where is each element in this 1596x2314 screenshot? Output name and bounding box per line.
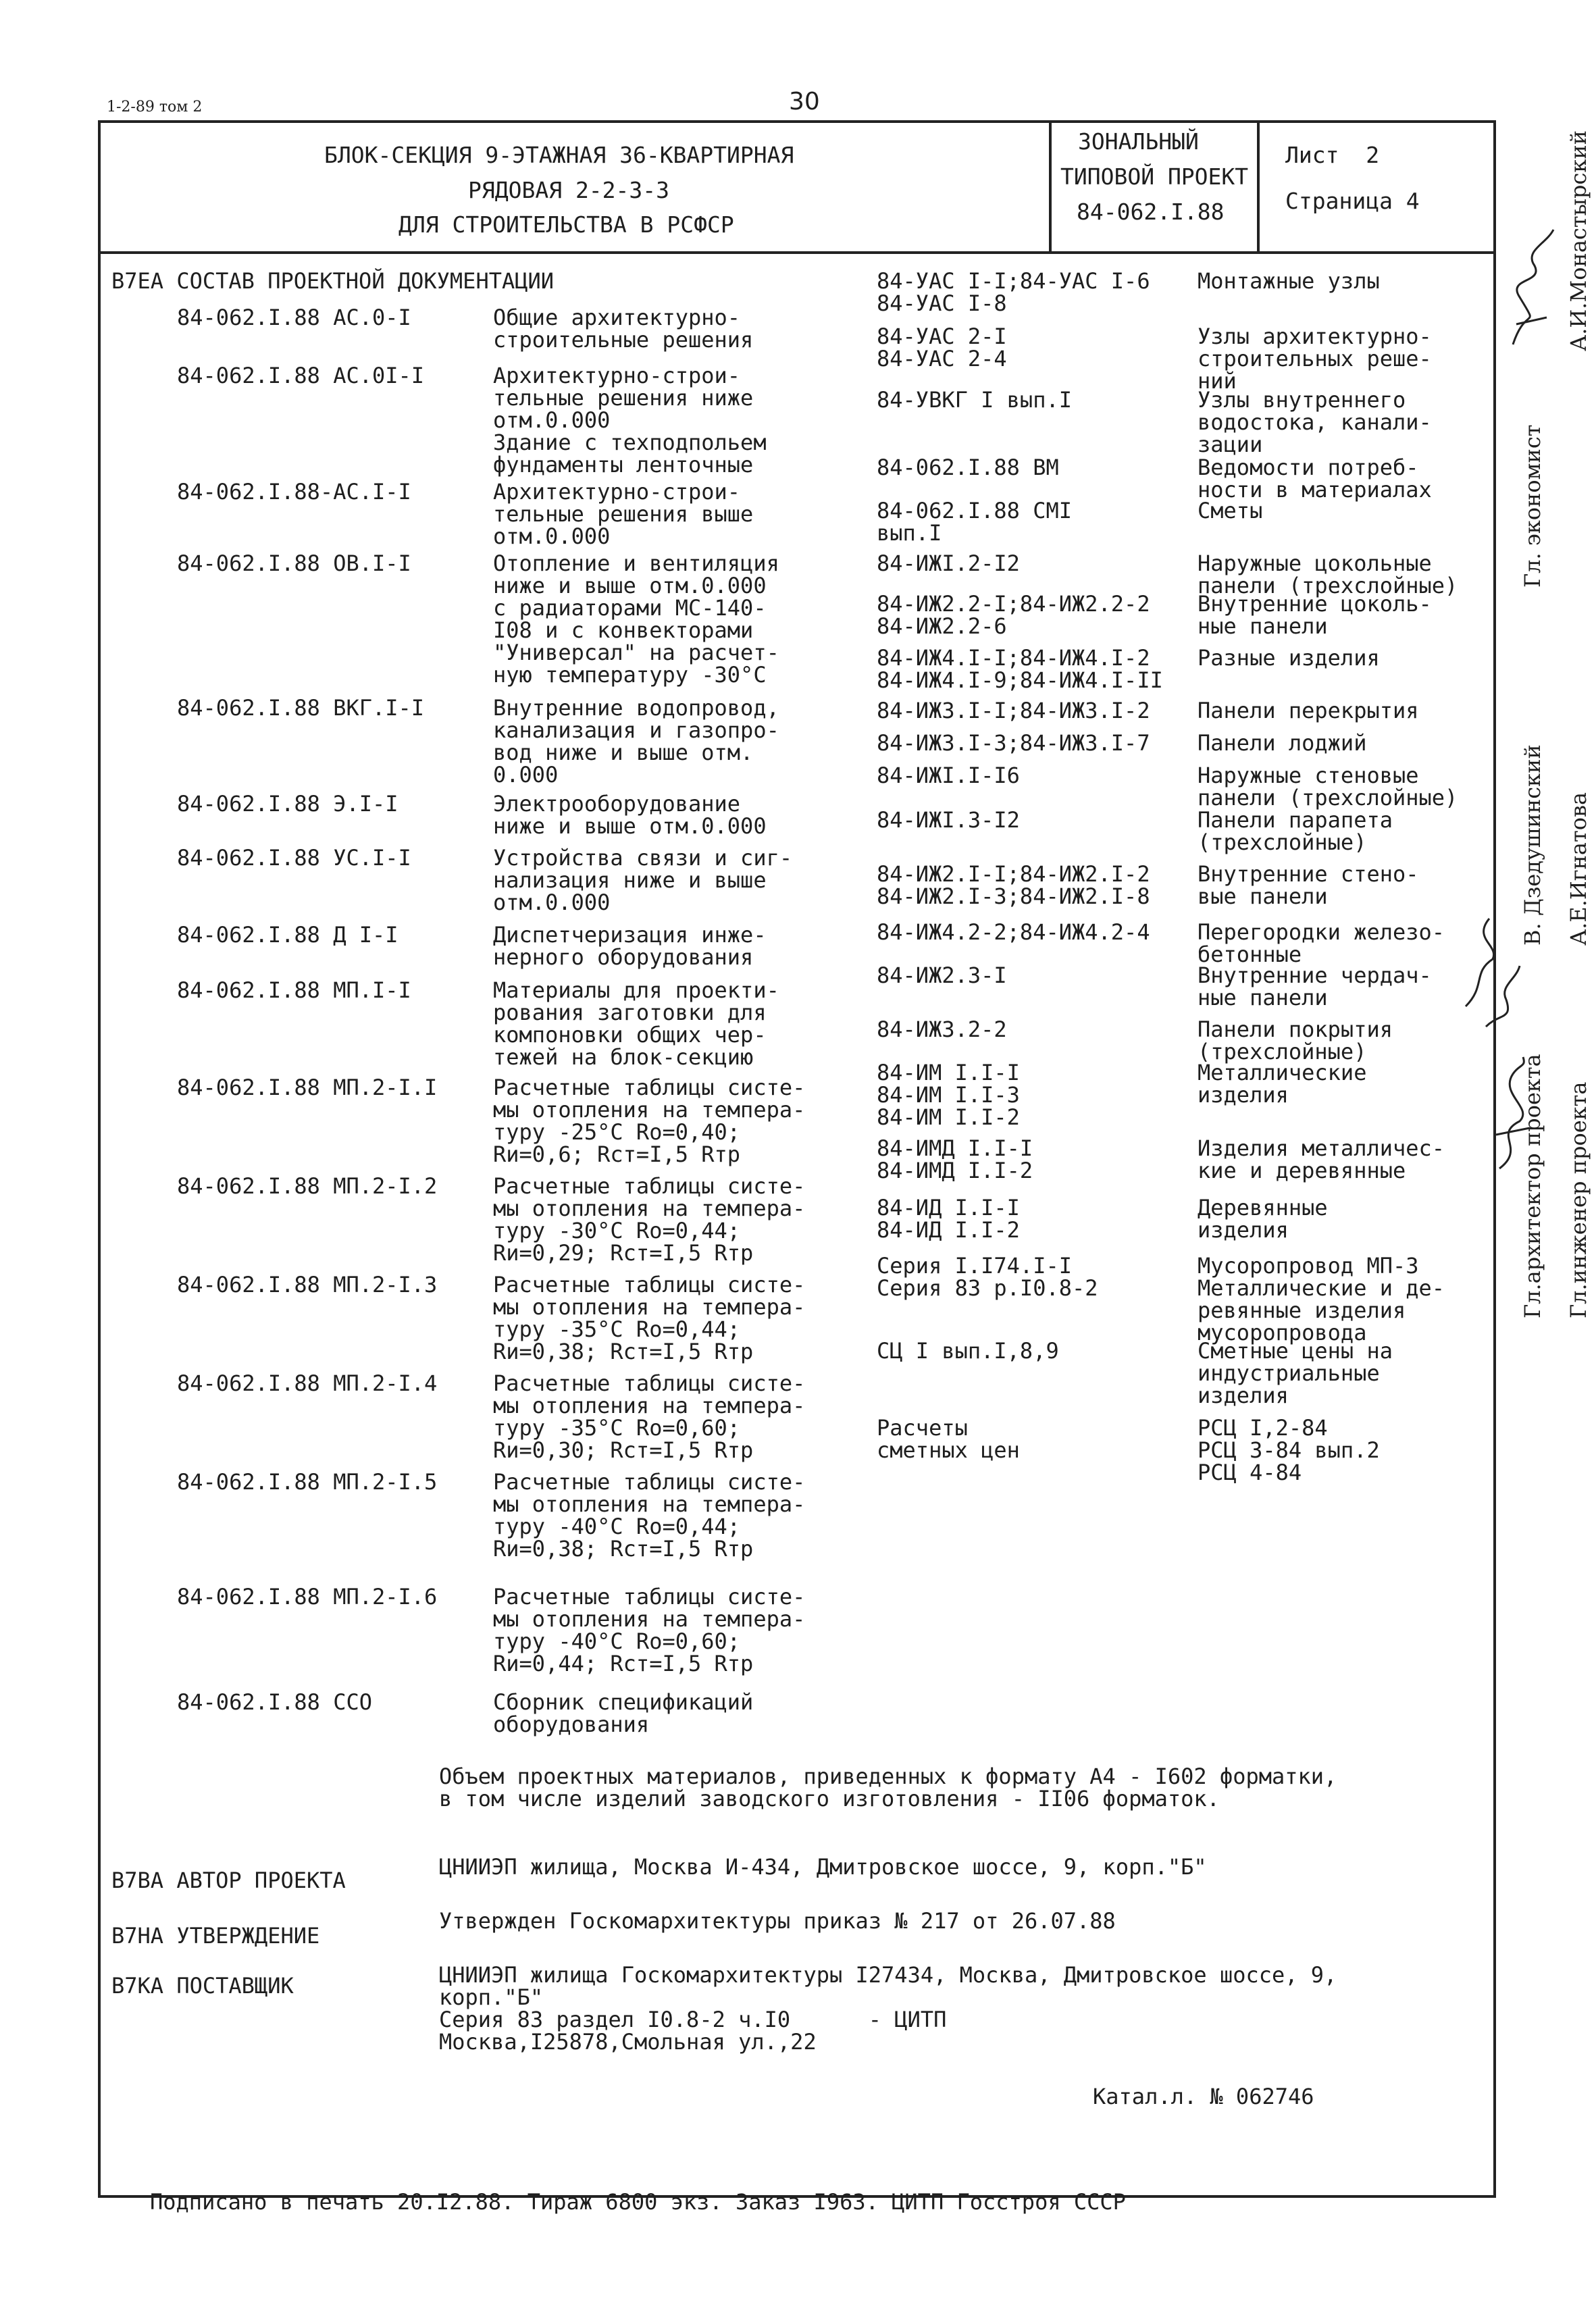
doc-code: СЦ I вып.I,8,9 bbox=[877, 1338, 1059, 1364]
doc-code: 84-ИЖ3.I-3;84-ИЖ3.I-7 bbox=[877, 730, 1150, 756]
doc-description: Расчетные таблицы систе- мы отопления на темпера- туру -25°С Rо=0,40; Rи=0,6; Rст=I,5 Rтр bbox=[493, 1075, 806, 1167]
doc-description: Панели парапета (трехслойные) bbox=[1198, 807, 1393, 855]
author-value: ЦНИИЭП жилища, Москва И-434, Дмитровское шоссе, 9, корп."Б" bbox=[439, 1854, 1207, 1880]
doc-description: Панели перекрытия bbox=[1198, 698, 1419, 723]
signature-icon bbox=[1486, 1054, 1540, 1175]
doc-code: 84-ИД I.I-I 84-ИД I.I-2 bbox=[877, 1195, 1020, 1243]
header-divider bbox=[98, 251, 1496, 254]
doc-description: Расчетные таблицы систе- мы отопления на темпера- туру -30°С Rо=0,44; Rи=0,29; Rст=I,5 Rтр bbox=[493, 1173, 806, 1266]
doc-description: Монтажные узлы bbox=[1198, 268, 1380, 294]
doc-description: Сметные цены на индустриальные изделия bbox=[1198, 1338, 1393, 1408]
ignatova-label: А.Е.Игнатова bbox=[1566, 792, 1591, 946]
section-composition-heading: В7ЕА СОСТАВ ПРОЕКТНОЙ ДОКУМЕНТАЦИИ bbox=[111, 268, 555, 294]
architect-label: Гл.архитектор проекта bbox=[1520, 1054, 1545, 1318]
doc-description: Диспетчеризация инже- нерного оборудования bbox=[493, 922, 767, 970]
doc-code: 84-ИЖI.2-I2 bbox=[877, 550, 1020, 576]
doc-description: Наружные цокольные панели (трехслойные) bbox=[1198, 550, 1458, 598]
catalog-number: Катал.л. № 062746 bbox=[1093, 2084, 1314, 2109]
doc-description: Узлы внутреннего водостока, канали- зации bbox=[1198, 387, 1432, 457]
doc-code: 84-062.I.88 МП.2-I.6 bbox=[177, 1584, 438, 1610]
doc-description: Расчетные таблицы систе- мы отопления на темпера- туру -40°С Rо=0,44; Rи=0,38; Rст=I,5 Rтр bbox=[493, 1469, 806, 1562]
doc-description: Электрооборудование ниже и выше отм.0.000 bbox=[493, 791, 767, 839]
doc-code: 84-ИЖ4.I-I;84-ИЖ4.I-2 84-ИЖ4.I-9;84-ИЖ4.I-II bbox=[877, 645, 1163, 693]
doc-description: Отопление и вентиляция ниже и выше отм.0.000 с радиаторами МС-140- I08 и с конвекторами "Универсал" на расчет- ную температуру -30°С bbox=[493, 550, 779, 688]
doc-description: Расчетные таблицы систе- мы отопления на темпера- туру -35°С Rо=0,44; Rи=0,38; Rст=I,5 Rтр bbox=[493, 1272, 806, 1364]
doc-code: 84-ИЖ4.2-2;84-ИЖ4.2-4 bbox=[877, 919, 1150, 945]
monastyrsky-label: А.И.Монастырский bbox=[1566, 130, 1591, 351]
doc-description: Внутренние цоколь- ные панели bbox=[1198, 591, 1432, 639]
doc-code: 84-062.I.88 ОВ.I-I bbox=[177, 550, 411, 576]
author-label: В7ВА АВТОР ПРОЕКТА bbox=[111, 1868, 346, 1893]
project-line-2: ТИПОВОЙ ПРОЕКТ bbox=[1060, 163, 1249, 190]
doc-code: 84-062.I.88-АС.I-I bbox=[177, 479, 411, 505]
doc-code: 84-062.I.88 МП.2-I.2 bbox=[177, 1173, 438, 1199]
dzedushinsky-label: В. Дзедушинский bbox=[1520, 744, 1545, 946]
doc-code: 84-062.I.88 МП.2-I.4 bbox=[177, 1370, 438, 1396]
doc-code: 84-ИЖI.I-I6 bbox=[877, 763, 1020, 788]
doc-code: 84-ИЖ3.I-I;84-ИЖ3.I-2 bbox=[877, 698, 1150, 723]
doc-code: 84-062.I.88 Э.I-I bbox=[177, 791, 398, 817]
project-line-1: ЗОНАЛЬНЫЙ bbox=[1078, 128, 1199, 155]
doc-description: Ведомости потреб- ности в материалах bbox=[1198, 455, 1432, 503]
doc-code: 84-062.I.88 ВКГ.I-I bbox=[177, 695, 425, 721]
doc-description: Изделия металличес- кие и деревянные bbox=[1198, 1135, 1445, 1183]
volume-note: 1-2-89 том 2 bbox=[107, 99, 203, 115]
doc-code: 84-062.I.88 МП.I-I bbox=[177, 977, 411, 1003]
approval-label: В7НА УТВЕРЖДЕНИЕ bbox=[111, 1923, 320, 1949]
doc-description: Расчетные таблицы систе- мы отопления на темпера- туру -35°С Rо=0,60; Rи=0,30; Rст=I,5 Rтр bbox=[493, 1370, 806, 1463]
header-divider-right bbox=[1257, 120, 1260, 253]
doc-code: 84-062.I.88 ВМ bbox=[877, 455, 1059, 480]
doc-description: Перегородки железо- бетонные bbox=[1198, 919, 1445, 967]
doc-description: Общие архитектурно- строительные решения bbox=[493, 305, 754, 353]
doc-code: Серия I.I74.I-I Серия 83 р.I0.8-2 bbox=[877, 1253, 1098, 1301]
doc-description: Деревянные изделия bbox=[1198, 1195, 1328, 1243]
doc-code: 84-062.I.88 МП.2-I.I bbox=[177, 1075, 438, 1100]
doc-description: Расчетные таблицы систе- мы отопления на темпера- туру -40°С Rо=0,60; Rи=0,44; Rст=I,5 Rтр bbox=[493, 1584, 806, 1676]
doc-code: 84-062.I.88 Д I-I bbox=[177, 922, 398, 948]
signature-icon bbox=[1479, 959, 1526, 1033]
doc-code: 84-062.I.88 УС.I-I bbox=[177, 845, 411, 871]
engineer-label: Гл.инженер проекта bbox=[1566, 1081, 1591, 1318]
doc-code: 84-УАС I-I;84-УАС I-6 84-УАС I-8 bbox=[877, 268, 1150, 316]
title-line-3: ДЛЯ СТРОИТЕЛЬСТВА В РСФСР bbox=[398, 211, 734, 238]
doc-description: РСЦ I,2-84 РСЦ 3-84 вып.2 РСЦ 4-84 bbox=[1198, 1415, 1380, 1485]
doc-description: Сметы bbox=[1198, 498, 1263, 523]
doc-code: 84-062.I.88 ССО bbox=[177, 1689, 372, 1715]
doc-description: Внутренние водопровод, канализация и газопро- вод ниже и выше отм. 0.000 bbox=[493, 695, 779, 788]
doc-description: Внутренние стено- вые панели bbox=[1198, 861, 1419, 909]
doc-code: 84-062.I.88 АС.0I-I bbox=[177, 363, 425, 388]
doc-code: 84-ИЖ2.2-I;84-ИЖ2.2-2 84-ИЖ2.2-6 bbox=[877, 591, 1150, 639]
page-number: 30 bbox=[789, 88, 820, 115]
supplier-label: В7КА ПОСТАВЩИК bbox=[111, 1973, 294, 1999]
doc-description: Панели лоджий bbox=[1198, 730, 1367, 756]
doc-code: 84-ИЖI.3-I2 bbox=[877, 807, 1020, 833]
doc-code: 84-062.I.88 СМI вып.I bbox=[877, 498, 1072, 546]
doc-description: Узлы архитектурно- строительных реше- ний bbox=[1198, 324, 1432, 394]
supplier-value: ЦНИИЭП жилища Госкомархитектуры I27434, Москва, Дмитровское шоссе, 9, корп."Б" Серия 83 раздел I0.8-2 ч.I0 - ЦИТП Москва,I25878,Смольная ул.,22 bbox=[439, 1962, 1337, 2055]
doc-code: 84-УВКГ I вып.I bbox=[877, 387, 1072, 413]
doc-code: 84-ИМ I.I-I 84-ИМ I.I-3 84-ИМ I.I-2 bbox=[877, 1060, 1020, 1130]
doc-code: 84-062.I.88 АС.0-I bbox=[177, 305, 411, 330]
doc-description: Материалы для проекти- рования заготовки для компоновки общих чер- тежей на блок-секцию bbox=[493, 977, 779, 1070]
doc-description: Панели покрытия (трехслойные) bbox=[1198, 1017, 1393, 1064]
title-line-2: РЯДОВАЯ 2-2-3-3 bbox=[468, 177, 670, 203]
approval-value: Утвержден Госкомархитектуры приказ № 217 от 26.07.88 bbox=[439, 1908, 1116, 1934]
page-label: Страница 4 bbox=[1285, 188, 1420, 214]
doc-description: Металлические изделия bbox=[1198, 1060, 1367, 1108]
sheet-label: Лист 2 bbox=[1285, 142, 1380, 168]
doc-description: Архитектурно-строи- тельные решения выше отм.0.000 bbox=[493, 479, 754, 549]
doc-description: Мусоропровод МП-3 Металлические и де- ревянные изделия мусоропровода bbox=[1198, 1253, 1445, 1345]
doc-code: Расчеты сметных цен bbox=[877, 1415, 1020, 1463]
economist-label: Гл. экономист bbox=[1520, 424, 1545, 588]
doc-code: 84-УАС 2-I 84-УАС 2-4 bbox=[877, 324, 1007, 371]
doc-description: Наружные стеновые панели (трехслойные) bbox=[1198, 763, 1458, 811]
doc-code: 84-ИЖ2.3-I bbox=[877, 962, 1007, 988]
doc-code: 84-ИЖ3.2-2 bbox=[877, 1017, 1007, 1042]
doc-description: Устройства связи и сиг- нализация ниже и выше отм.0.000 bbox=[493, 845, 793, 915]
doc-code: 84-062.I.88 МП.2-I.3 bbox=[177, 1272, 438, 1297]
doc-description: Архитектурно-строи- тельные решения ниже отм.0.000 Здание с техподпольем фундаменты ленточные bbox=[493, 363, 767, 478]
doc-code: 84-ИМД I.I-I 84-ИМД I.I-2 bbox=[877, 1135, 1033, 1183]
project-line-3: 84-062.I.88 bbox=[1077, 199, 1225, 225]
title-line-1: БЛОК-СЕКЦИЯ 9-ЭТАЖНАЯ 36-КВАРТИРНАЯ bbox=[324, 142, 794, 168]
header-divider-left bbox=[1049, 120, 1052, 253]
doc-code: 84-062.I.88 МП.2-I.5 bbox=[177, 1469, 438, 1495]
doc-description: Сборник спецификаций оборудования bbox=[493, 1689, 754, 1737]
doc-description: Разные изделия bbox=[1198, 645, 1380, 671]
volume-statement: Объем проектных материалов, приведенных к формату А4 - I602 форматки, в том числе изделий заводского изготовления - II06 форматок. bbox=[439, 1764, 1337, 1811]
doc-code: 84-ИЖ2.I-I;84-ИЖ2.I-2 84-ИЖ2.I-3;84-ИЖ2.I-8 bbox=[877, 861, 1150, 909]
print-footer: Подписано в печать 20.I2.88. Тираж 6800 экз. Заказ I963. ЦИТП Госстроя СССР bbox=[150, 2189, 1126, 2215]
doc-description: Внутренние чердач- ные панели bbox=[1198, 962, 1432, 1010]
signature-icon bbox=[1499, 223, 1560, 358]
